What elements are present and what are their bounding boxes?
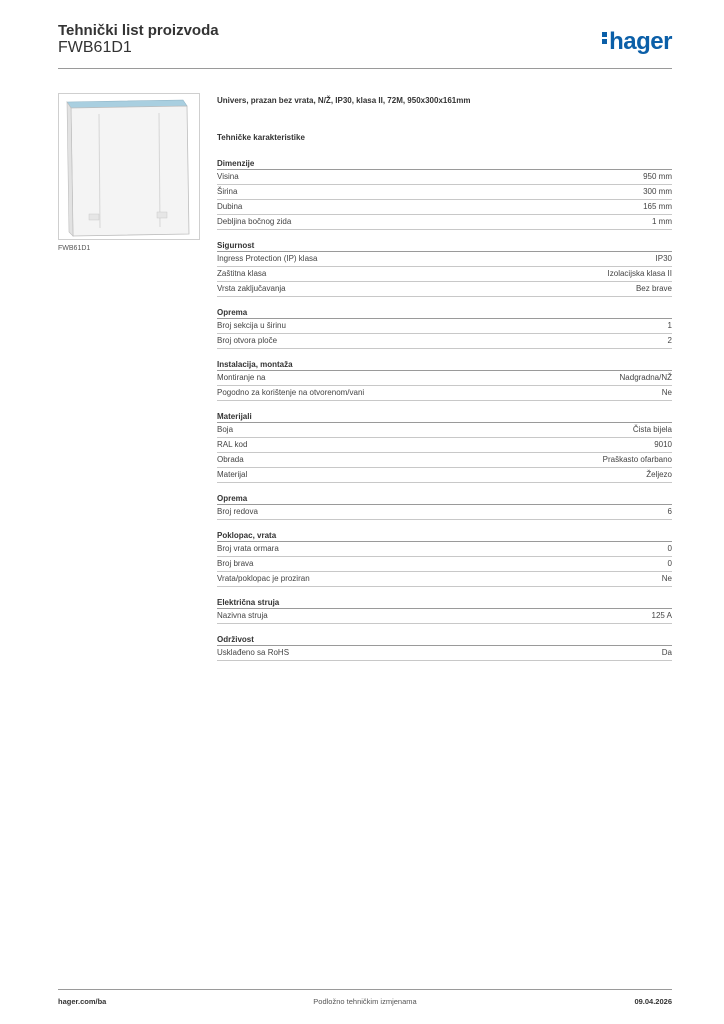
spec-label: Broj sekcija u širinu <box>217 321 286 330</box>
spec-group <box>217 158 672 230</box>
spec-group <box>217 634 672 661</box>
spec-label: Nazivna struja <box>217 611 268 620</box>
spec-group <box>217 307 672 349</box>
spec-row <box>217 185 672 200</box>
spec-groups <box>217 158 672 661</box>
spec-label: Debljina bočnog zida <box>217 217 292 226</box>
spec-group <box>217 240 672 297</box>
spec-row <box>217 267 672 282</box>
spec-group-title: Poklopac, vrata <box>217 530 672 542</box>
spec-value: Čista bijela <box>632 425 672 434</box>
spec-label: Obrada <box>217 455 244 464</box>
spec-label: Montiranje na <box>217 373 266 382</box>
spec-group <box>217 411 672 483</box>
spec-row <box>217 423 672 438</box>
spec-value: Ne <box>661 574 672 583</box>
spec-row <box>217 542 672 557</box>
spec-value: 1 mm <box>652 217 672 226</box>
spec-group-title: Dimenzije <box>217 158 672 170</box>
spec-value: 0 <box>667 559 672 568</box>
spec-row <box>217 319 672 334</box>
spec-label: Broj otvora ploče <box>217 336 278 345</box>
spec-label: Zaštitna klasa <box>217 269 267 278</box>
image-caption: FWB61D1 <box>58 245 91 252</box>
logo-dots-icon <box>602 30 608 46</box>
header-divider <box>58 68 672 69</box>
spec-value: Nadgradna/NŽ <box>619 373 672 382</box>
footer-note: Podložno tehničkim izmjenama <box>313 997 417 1006</box>
enclosure-illustration-icon <box>59 94 199 239</box>
spec-label: Boja <box>217 425 234 434</box>
spec-label: Broj vrata ormara <box>217 544 279 553</box>
spec-group-title: Oprema <box>217 307 672 319</box>
spec-value: 2 <box>667 336 672 345</box>
group-spacer <box>217 624 672 634</box>
spec-group-title: Oprema <box>217 493 672 505</box>
spec-row <box>217 609 672 624</box>
spec-row <box>217 170 672 185</box>
spec-group <box>217 493 672 520</box>
spec-row <box>217 438 672 453</box>
spec-value: Ne <box>661 388 672 397</box>
page-title: Tehnički list proizvoda <box>58 22 219 39</box>
spec-value: Željezo <box>646 470 672 479</box>
spec-row <box>217 557 672 572</box>
spec-row <box>217 505 672 520</box>
spec-value: Praškasto ofarbano <box>602 455 672 464</box>
logo-text: hager <box>609 28 672 55</box>
spec-value: 9010 <box>654 440 672 449</box>
group-spacer <box>217 483 672 493</box>
spec-value: Bez brave <box>635 284 672 293</box>
footer-date: 09.04.2026 <box>634 997 672 1006</box>
spec-label: Broj brava <box>217 559 254 568</box>
spec-row <box>217 386 672 401</box>
product-description: Univers, prazan bez vrata, N/Ž, IP30, klasa II, 72M, 950x300x161mm <box>217 96 471 105</box>
spec-value: Da <box>661 648 672 657</box>
spec-label: Vrsta zaključavanja <box>217 284 286 293</box>
spec-row <box>217 646 672 661</box>
spec-row <box>217 334 672 349</box>
spec-row <box>217 282 672 297</box>
spec-value: Izolacijska klasa II <box>607 269 672 278</box>
hager-logo <box>602 28 672 56</box>
spec-value: 6 <box>667 507 672 516</box>
spec-row <box>217 468 672 483</box>
group-spacer <box>217 520 672 530</box>
section-heading: Tehničke karakteristike <box>217 133 305 142</box>
spec-label: Ingress Protection (IP) klasa <box>217 254 318 263</box>
spec-value: 300 mm <box>643 187 672 196</box>
spec-group <box>217 359 672 401</box>
spec-group-title: Električna struja <box>217 597 672 609</box>
spec-value: 125 A <box>651 611 672 620</box>
group-spacer <box>217 230 672 240</box>
spec-row <box>217 215 672 230</box>
spec-group <box>217 597 672 624</box>
group-spacer <box>217 587 672 597</box>
spec-label: Pogodno za korištenje na otvorenom/vani <box>217 388 365 397</box>
group-spacer <box>217 297 672 307</box>
group-spacer <box>217 401 672 411</box>
spec-row <box>217 371 672 386</box>
spec-label: Dubina <box>217 202 243 211</box>
product-image <box>58 93 200 240</box>
spec-group-title: Instalacija, montaža <box>217 359 672 371</box>
spec-label: Širina <box>217 187 238 196</box>
product-code: FWB61D1 <box>58 39 132 56</box>
spec-value: 950 mm <box>643 172 672 181</box>
spec-label: Visina <box>217 172 239 181</box>
group-spacer <box>217 349 672 359</box>
spec-value: 0 <box>667 544 672 553</box>
footer-website-link[interactable]: hager.com/ba <box>58 997 107 1006</box>
spec-label: Vrata/poklopac je proziran <box>217 574 310 583</box>
page-header <box>58 18 672 68</box>
spec-content <box>217 96 672 661</box>
footer-divider <box>58 989 672 990</box>
spec-row <box>217 200 672 215</box>
spec-group <box>217 530 672 587</box>
spec-label: Usklađeno sa RoHS <box>217 648 290 657</box>
spec-row <box>217 453 672 468</box>
spec-label: Broj redova <box>217 507 258 516</box>
spec-group-title: Materijali <box>217 411 672 423</box>
spec-row <box>217 572 672 587</box>
spec-row <box>217 252 672 267</box>
spec-label: Materijal <box>217 470 248 479</box>
spec-value: 165 mm <box>643 202 672 211</box>
spec-label: RAL kod <box>217 440 248 449</box>
page-footer <box>58 997 672 1009</box>
spec-value: 1 <box>667 321 672 330</box>
spec-group-title: Sigurnost <box>217 240 672 252</box>
spec-group-title: Održivost <box>217 634 672 646</box>
spec-value: IP30 <box>655 254 672 263</box>
